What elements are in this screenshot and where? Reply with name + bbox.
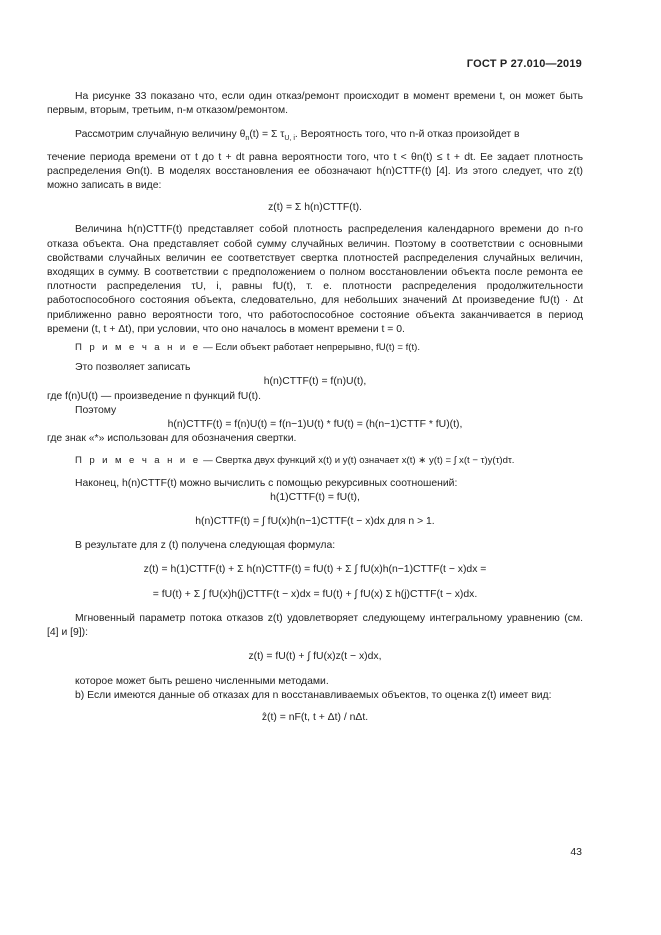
paragraph-12: которое может быть решено численными методами. (75, 675, 329, 687)
formula-z-sum: z(t) = Σ h(n)CTTF(t). (268, 202, 362, 214)
paragraph-9: Наконец, h(n)CTTF(t) можно вычислить с помощью рекурсивных соотношений: (75, 477, 458, 489)
formula-h1: h(1)CTTF(t) = fU(t), (270, 491, 360, 503)
formula-hn-recursive: h(n)CTTF(t) = ∫ fU(x)h(n−1)CTTF(t − x)dx для n > 1. (195, 516, 435, 528)
page-number: 43 (570, 846, 582, 858)
paragraph-11: Мгновенный параметр потока отказов z(t) удовлетворяет следующему интегральному уравнению (см. [4] и [9]): (47, 612, 583, 639)
paragraph-10: В результате для z (t) получена следующая формула: (75, 540, 336, 552)
formula-z-expansion-2: = fU(t) + Σ ∫ fU(x)h(j)CTTF(t − x)dx = fU(t) + ∫ fU(x) Σ h(j)CTTF(t − x)dx. (152, 588, 478, 600)
note-1: П р и м е ч а н и е — Если объект работает непрерывно, fU(t) = f(t). (75, 342, 421, 354)
paragraph-2: Рассмотрим случайную величину $\theta_n(t) = \Sigma$ $\tau_{U, i}$. Вероятность того, что n-й отказ произойдет в (75, 129, 520, 143)
paragraph-1: На рисунке 33 показано что, если один отказ/ремонт происходит в момент времени t, он может быть первым, вторым, третьим, n-м отказом/ремонтом. (47, 91, 583, 117)
paragraph-3: течение периода времени от t до t + dt равна вероятности того, что t < θn(t) ≤ t + dt. Ее задает плотность распределения Θn(t). В моделях восстановления ее обозначают h(n)CTTF(t) [4]. Из этого следует, что z(t) можно записать в виде: (47, 151, 583, 192)
document-body (47, 90, 583, 725)
paragraph-7: Поэтому (75, 404, 117, 416)
paragraph-4: Величина h(n)CTTF(t) представляет собой плотность распределения календарного времени до n-го отказа объекта. Она представляет собой сумму случайных величин. Поэтому в соответствии с основными свойствами случайных величин ее соответствует свертка плотностей распределения случайных величин, входящих в сумму. В соответствии с предположением о полном восстановлении объекта после ремонта ее плотности распределения τU, i, равны fU(t), т. е. плотности распределения продолжительности работоспособного состояния объекта, следовательно, для небольших значений Δt произведение fU(t) · Δt приближенно равно вероятности того, что работоспособное состояние объекта заканчивается в период времени (t, t + Δt), при условии, что оно началось в момент времени t = 0. (47, 224, 583, 335)
paragraph-13: b) Если имеются данные об отказах для n восстанавливаемых объектов, то оценка z(t) имеет вид: (75, 689, 552, 701)
standard-header: ГОСТ Р 27.010—2019 (466, 58, 582, 70)
formula-h-f: h(n)CTTF(t) = f(n)U(t), (263, 376, 367, 388)
paragraph-6: где f(n)U(t) — произведение n функций fU(t). (47, 390, 261, 402)
paragraph-8: где знак «*» использован для обозначения свертки. (47, 433, 297, 445)
formula-estimate: ẑ(t) = nF(t, t + Δt) / nΔt. (261, 711, 369, 723)
note-2: П р и м е ч а н и е — Свертка двух функций x(t) и y(t) означает x(t) ∗ y(t) = ∫ x(t − τ)y(τ)dτ. (75, 455, 515, 467)
formula-convolution: h(n)CTTF(t) = f(n)U(t) = f(n−1)U(t) * fU(t) = (h(n−1)CTTF * fU)(t), (167, 419, 463, 431)
formula-integral-equation: z(t) = fU(t) + ∫ fU(x)z(t − x)dx, (248, 651, 382, 663)
paragraph-5: Это позволяет записать (75, 362, 191, 374)
formula-z-expansion-1: z(t) = h(1)CTTF(t) + Σ h(n)CTTF(t) = fU(t) + Σ ∫ fU(x)h(n−1)CTTF(t − x)dx = (143, 564, 487, 576)
